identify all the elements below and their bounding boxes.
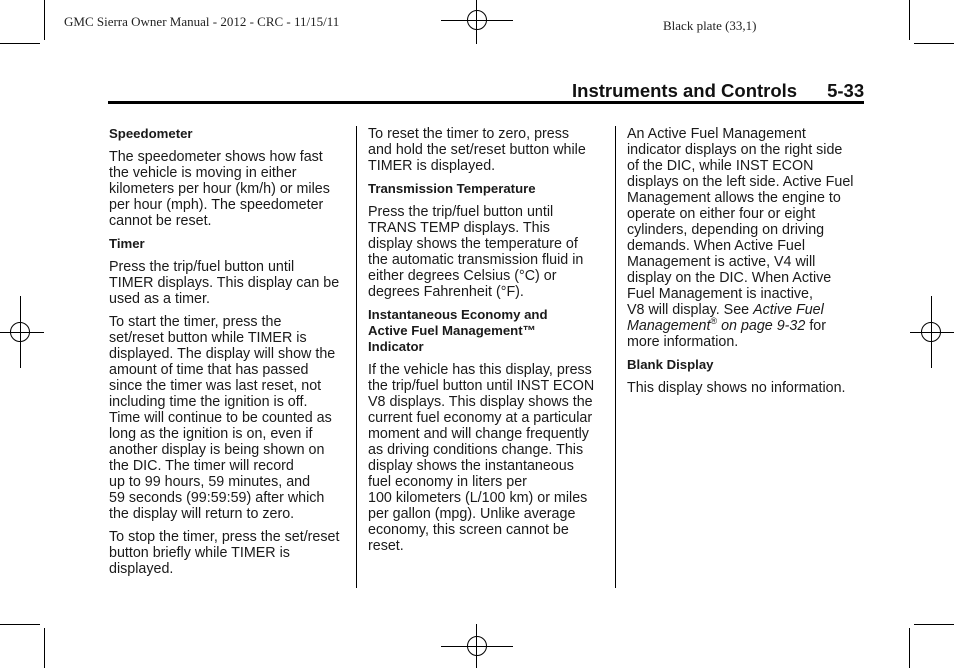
afm-link-part-2[interactable]: Management [627,318,711,334]
registered-mark: ® [710,316,718,327]
crop-mark-br-h [914,624,954,625]
crop-mark-tr-h [914,43,954,44]
section-title-text: Instruments and Controls [572,80,798,101]
crop-mark-tr-v [909,0,910,40]
registration-mark-bottom [441,624,513,668]
heading-speedometer: Speedometer [109,126,193,141]
print-header-left: GMC Sierra Owner Manual - 2012 - CRC - 11/15/11 [64,14,340,29]
afm-body-text: An Active Fuel Management indicator displays on the right side of the DIC, while INST ECON displays on the left side. Active Fuel Management allows the engine to operate on either four or eight cylinders, depending on driving demands. When Active Fuel Management is active, V4 will display on the DIC. When Active Fuel Management is inactive, V8 will display. See [627,126,854,318]
heading-blank-display: Blank Display [627,357,714,372]
column-1 [109,126,349,577]
paragraph-speedometer: The speedometer shows how fast the vehicle is moving in either kilometers per hour (km/h) or miles per hour (mph). The speedometer cannot be reset. [109,149,330,229]
registration-mark-left [0,296,44,368]
paragraph-timer-2: To start the timer, press the set/reset button while TIMER is displayed. The display will show the amount of time that has passed since the timer was last reset, not including time the ignition is off. Time will continue to be counted as long as the ignition is on, even if another display is being shown on the DIC. The timer will record up to 99 hours, 59 minutes, and 59 seconds (99:59:59) after which the display will return to zero. [109,314,336,522]
heading-transmission-temperature: Transmission Temperature [368,181,536,196]
heading-timer: Timer [109,236,145,251]
section-title [572,80,864,102]
print-header-right: Black plate (33,1) [663,18,757,33]
paragraph-timer-reset: To reset the timer to zero, press and hold the set/reset button while TIMER is displayed. [368,126,586,174]
afm-tail-1: for [805,318,827,334]
heading-instantaneous-economy: Instantaneous Economy and Active Fuel Management™ Indicator [368,307,548,354]
afm-link-part-1[interactable]: Active Fuel [753,302,824,318]
crop-mark-br-v [909,628,910,668]
paragraph-active-fuel-management [627,126,863,350]
crop-mark-tl-h [0,43,40,44]
column-divider-1 [356,126,357,588]
afm-link-page-ref[interactable]: on page 9-32 [717,318,806,334]
crop-mark-bl-v [44,628,45,668]
registration-mark-right [910,296,954,368]
afm-tail-2: more information. [627,334,739,350]
page-number: 5-33 [827,80,865,101]
column-divider-2 [615,126,616,588]
column-3 [627,126,863,396]
paragraph-timer-3: To stop the timer, press the set/reset button briefly while TIMER is displayed. [109,529,340,577]
crop-mark-tl-v [44,0,45,40]
registration-mark-top [441,0,513,44]
paragraph-timer-1: Press the trip/fuel button until TIMER displays. This display can be used as a timer. [109,259,340,307]
paragraph-transmission-temperature: Press the trip/fuel button until TRANS TEMP displays. This display shows the temperature of the automatic transmission fluid in either degrees Celsius (°C) or degrees Fahrenheit (°F). [368,204,584,300]
title-rule [108,101,864,104]
column-2 [368,126,604,554]
paragraph-instantaneous-economy: If the vehicle has this display, press the trip/fuel button until INST ECON V8 displays. This display shows the current fuel economy at a particular moment and will change frequently as driving conditions change. This display shows the instantaneous fuel economy in liters per 100 kilometers (L/100 km) or miles per gallon (mpg). Unlike average economy, this screen cannot be reset. [368,362,595,554]
crop-mark-bl-h [0,624,40,625]
paragraph-blank-display: This display shows no information. [627,380,846,396]
